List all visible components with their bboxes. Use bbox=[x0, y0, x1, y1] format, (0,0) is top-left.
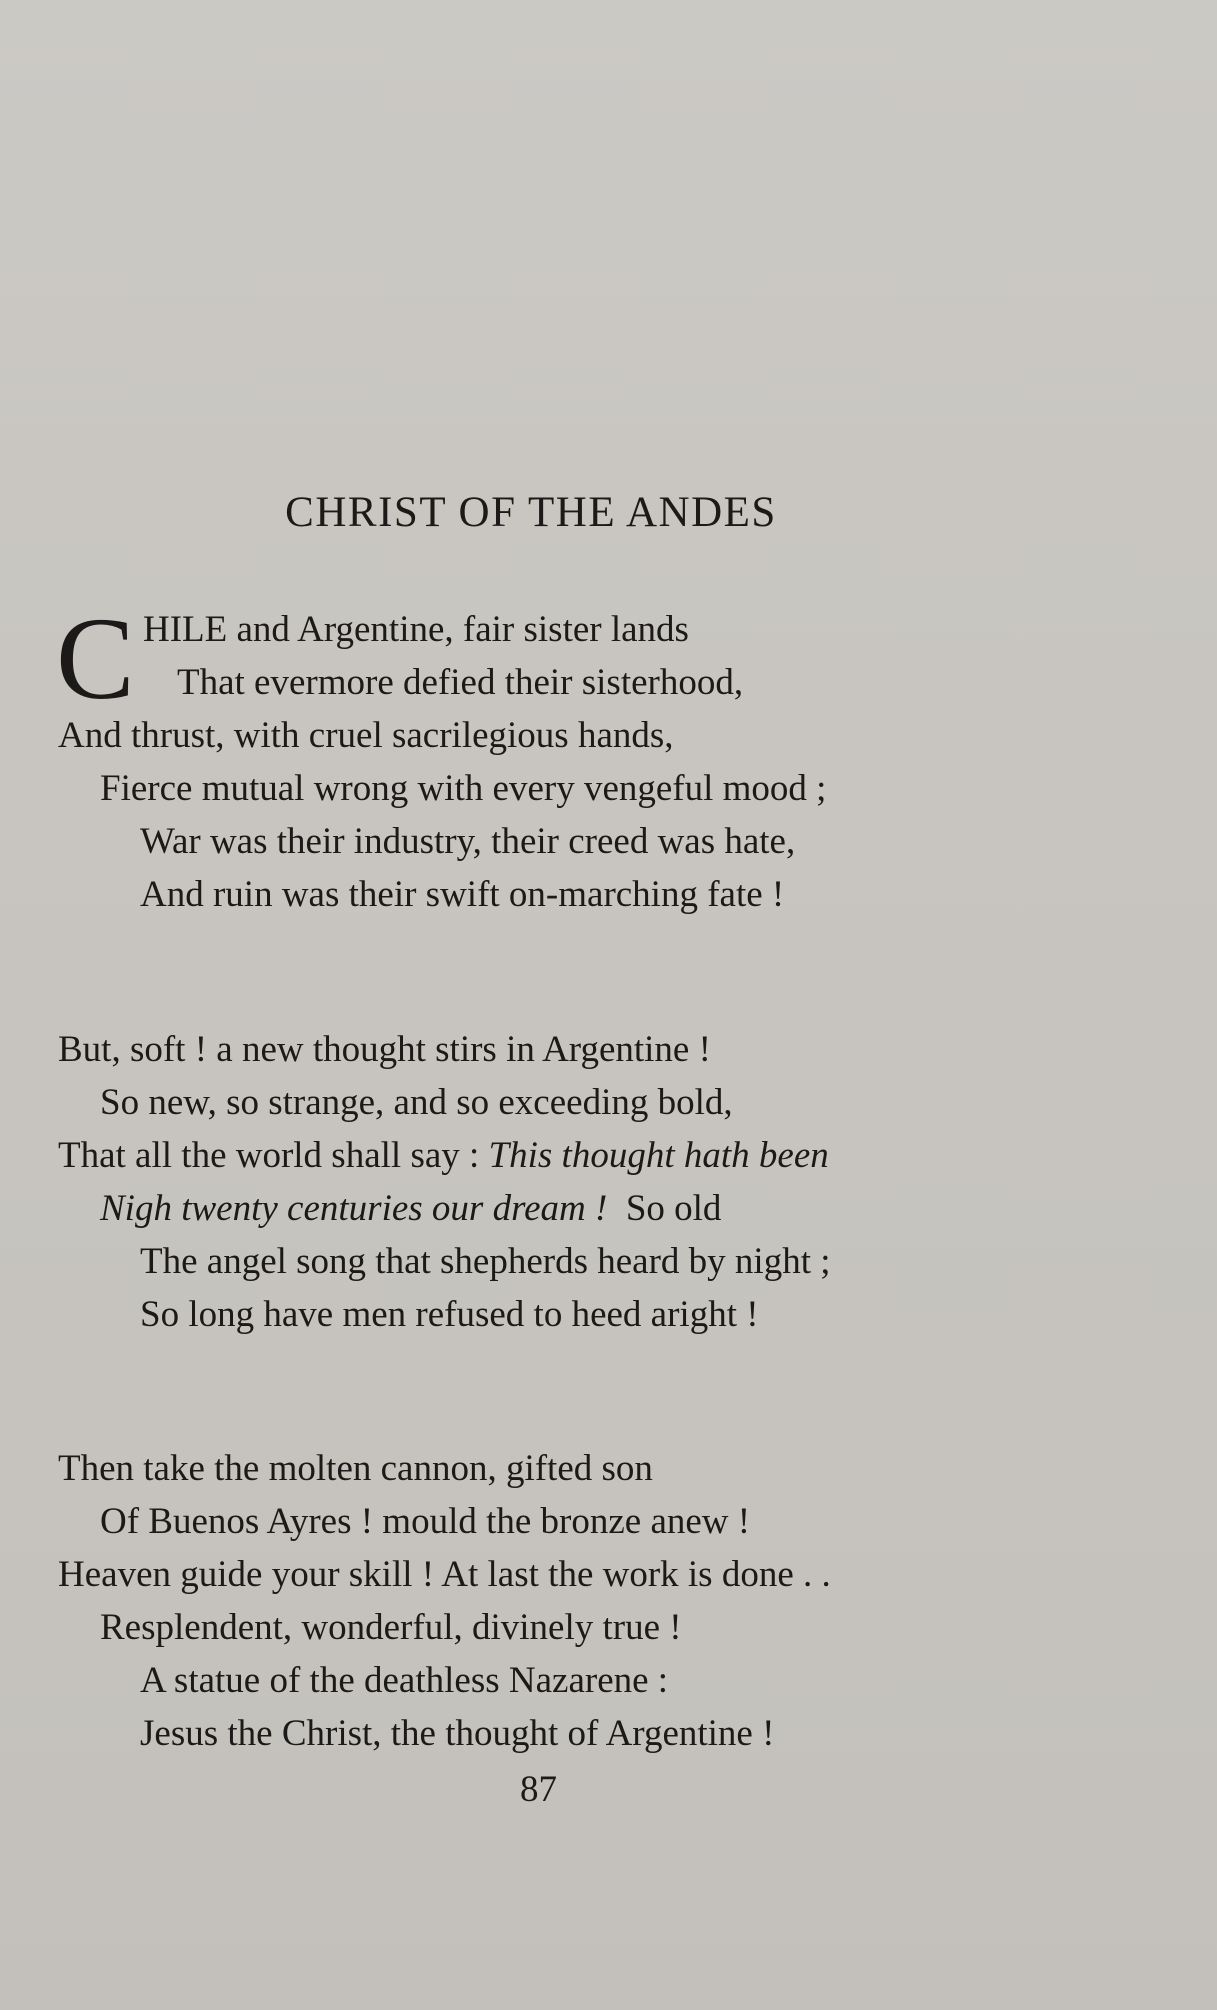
stanza3-line4: Resplendent, wonderful, divinely true ! bbox=[100, 1607, 682, 1648]
stanza3-line6: Jesus the Christ, the thought of Argentine ! bbox=[140, 1713, 775, 1754]
stanza3-line1: Then take the molten cannon, gifted son bbox=[58, 1448, 653, 1489]
stanza2-line3-plain: That all the world shall say : bbox=[58, 1135, 489, 1176]
stanza1-line6: And ruin was their swift on-marching fate ! bbox=[140, 874, 785, 915]
stanza3-line3: Heaven guide your skill ! At last the work is done . . bbox=[58, 1554, 831, 1595]
stanza1-line1: HILE and Argentine, fair sister lands bbox=[143, 609, 689, 650]
stanza2-line6: So long have men refused to heed aright ! bbox=[140, 1294, 759, 1335]
stanza2-line3 bbox=[58, 1137, 829, 1174]
stanza3-line5: A statue of the deathless Nazarene : bbox=[140, 1660, 669, 1701]
stanza2-line4-plain: So old bbox=[607, 1188, 722, 1229]
drop-cap: C bbox=[56, 593, 135, 724]
stanza1-line4: Fierce mutual wrong with every vengeful mood ; bbox=[100, 768, 827, 809]
poem-title: CHRIST OF THE ANDES bbox=[285, 489, 777, 536]
stanza1-line3: And thrust, with cruel sacrilegious hands, bbox=[58, 715, 674, 756]
stanza2-line4 bbox=[100, 1190, 721, 1227]
stanza2-line4-italic: Nigh twenty centuries our dream ! bbox=[100, 1188, 608, 1229]
stanza2-line1: But, soft ! a new thought stirs in Argentine ! bbox=[58, 1029, 711, 1070]
page-number: 87 bbox=[520, 1769, 557, 1810]
stanza2-line5: The angel song that shepherds heard by night ; bbox=[140, 1241, 831, 1282]
stanza2-line3-italic: This thought hath been bbox=[488, 1135, 829, 1176]
stanza1-line5: War was their industry, their creed was hate, bbox=[140, 821, 796, 862]
stanza3-line2: Of Buenos Ayres ! mould the bronze anew ! bbox=[100, 1501, 751, 1542]
stanza1-line2: That evermore defied their sisterhood, bbox=[177, 662, 744, 703]
stanza2-line2: So new, so strange, and so exceeding bold, bbox=[100, 1082, 733, 1123]
